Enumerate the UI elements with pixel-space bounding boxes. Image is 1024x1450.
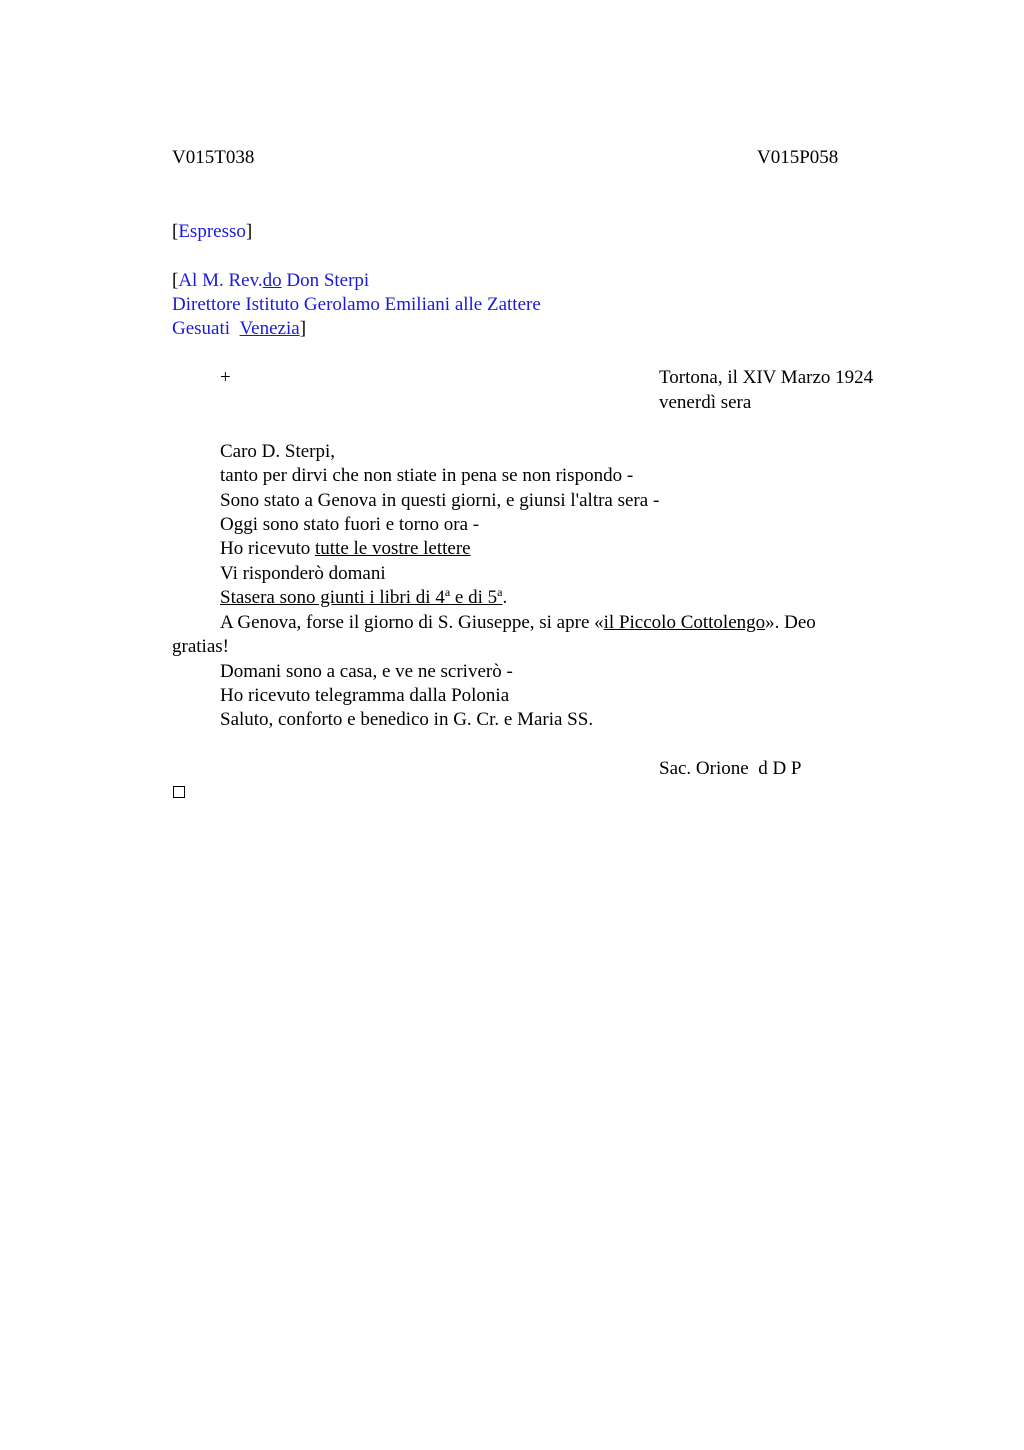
abbreviation-do: do [262,270,282,291]
body-line-10: Saluto, conforto e benedico in G. Cr. e Maria SS. [220,709,594,730]
address-line-3: Gesuati Venezia] [172,318,307,339]
time-of-day: venerdì sera [659,392,752,413]
salutation: Caro D. Sterpi, [220,441,336,462]
cross-symbol: + [220,367,231,388]
body-line-7-continued: gratias! [172,636,229,657]
document-code-right: V015P058 [757,147,839,168]
body-line-1: tanto per dirvi che non stiate in pena se non rispondo - [220,465,634,486]
end-of-document-box [173,786,185,798]
body-line-5: Vi risponderò domani [220,563,386,584]
body-line-8: Domani sono a casa, e ve ne scriverò - [220,661,513,682]
body-line-3: Oggi sono stato fuori e torno ora - [220,514,480,535]
signature: Sac. Orione d D P [659,758,802,779]
espresso-note: [Espresso] [172,221,253,242]
espresso-text: Espresso [178,221,246,242]
address-line-2: Direttore Istituto Gerolamo Emiliani alle Zattere [172,294,541,315]
venezia-link[interactable]: Venezia [239,318,300,339]
body-line-7: A Genova, forse il giorno di S. Giuseppe, si apre «il Piccolo Cottolengo». Deo [220,612,816,633]
body-line-6: Stasera sono giunti i libri di 4$^a$ e di 5$^a$. [220,585,508,608]
address-line-1: [Al M. Rev.do Don Sterpi [172,270,370,291]
body-line-9: Ho ricevuto telegramma dalla Polonia [220,685,510,706]
place-date: Tortona, il XIV Marzo 1924 [659,367,874,388]
document-code-left: V015T038 [172,147,255,168]
body-line-4: Ho ricevuto tutte le vostre lettere [220,538,471,559]
body-line-2: Sono stato a Genova in questi giorni, e giunsi l'altra sera - [220,490,660,511]
